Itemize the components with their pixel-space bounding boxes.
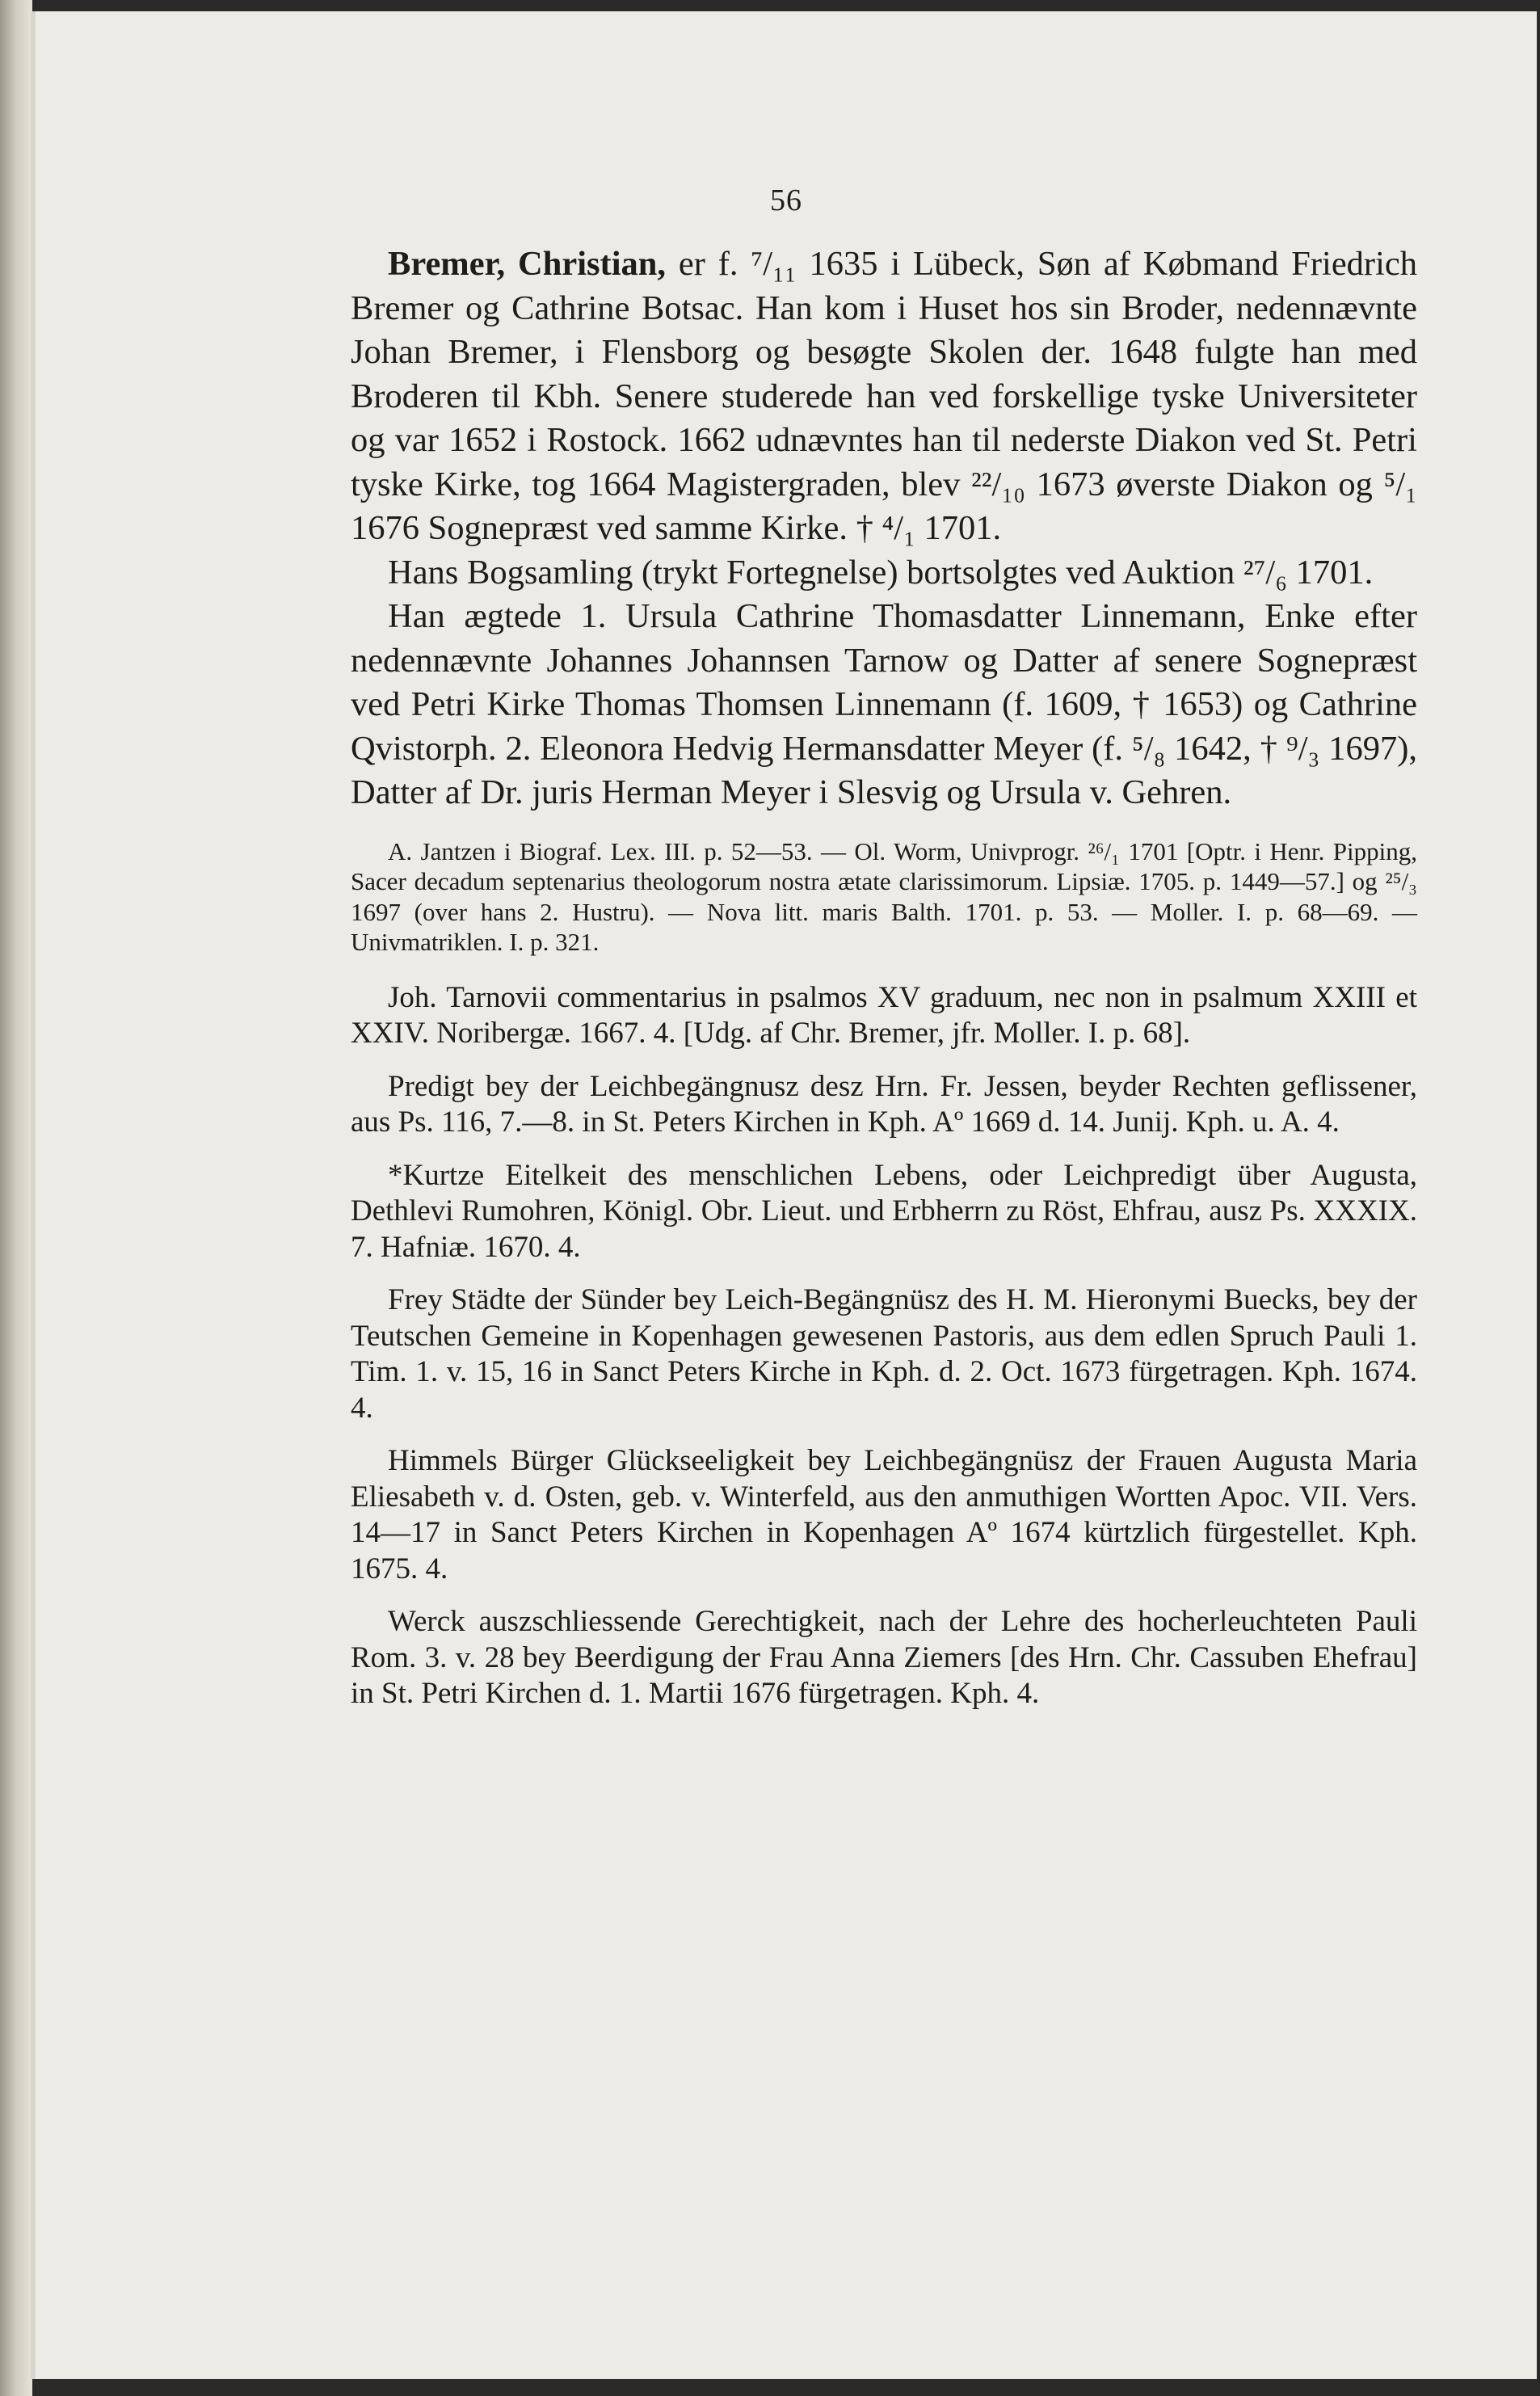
work-item: *Kurtze Eitelkeit des menschlichen Lebens, oder Leichpredigt über Augusta, Dethlevi Rumohren, Königl. Obr. Lieut. und Erbherrn zu Röst, Ehfrau, ausz Ps. XXXIX. 7. Hafniæ. 1670. 4.: [351, 1158, 1417, 1264]
entry-paragraph-2: Hans Bogsamling (trykt Fortegnelse) bortsolgtes ved Auktion ²⁷/₆ 1701.: [388, 553, 1374, 592]
work-item: Frey Städte der Sünder bey Leich-Begängnüsz des H. M. Hieronymi Buecks, bey der Teutschen Gemeine in Kopenhagen gewesenen Pastoris, aus dem edlen Spruch Pauli 1. Tim. 1. v. 15, 16 in Sanct Peters Kirche in Kph. d. 2. Oct. 1673 fürgetragen. Kph. 1674. 4.: [351, 1283, 1417, 1425]
entry-head-name: Bremer, Christian,: [388, 245, 667, 283]
works-list: [351, 980, 1417, 1712]
work-item: Werck auszschliessende Gerechtigkeit, nach der Lehre des hocherleuchteten Pauli Rom. 3. v. 28 bey Beerdigung der Frau Anna Ziemers [des Hrn. Chr. Cassuben Ehefrau] in St. Petri Kirchen d. 1. Martii 1676 fürgetragen. Kph. 4.: [351, 1605, 1417, 1710]
work-item: Joh. Tarnovii commentarius in psalmos XV graduum, nec non in psalmum XXIII et XXIV. Noribergæ. 1667. 4. [Udg. af Chr. Bremer, jfr. Moller. I. p. 68].: [351, 980, 1417, 1050]
entry-paragraph-3: Han ægtede 1. Ursula Cathrine Thomasdatter Linnemann, Enke efter nedennævnte Johannes Johannsen Tarnow og Datter af senere Sognepræst ved Petri Kirke Thomas Thomsen Linnemann (f. 1609, † 1653) og Cathrine Qvistorph. 2. Eleonora Hedvig Hermansdatter Meyer (f. ⁵/₈ 1642, † ⁹/₃ 1697), Datter af Dr. juris Herman Meyer i Slesvig og Ursula v. Gehren.: [351, 597, 1417, 811]
references-block: A. Jantzen i Biograf. Lex. III. p. 52—53. — Ol. Worm, Univprogr. ²⁶/₁ 1701 [Optr. i Henr. Pipping, Sacer decadum septenarius theologorum nostra ætate clarissimorum. Lipsiæ. 1705. p. 1449—57.] og ²⁵/₃ 1697 (over hans 2. Hustru). — Nova litt. maris Balth. 1701. p. 53. — Moller. I. p. 68—69. — Univmatriklen. I. p. 321.: [351, 836, 1417, 956]
work-item: Himmels Bürger Glückseeligkeit bey Leichbegängnüsz der Frauen Augusta Maria Eliesabeth v. d. Osten, geb. v. Winterfeld, aus den anmuthigen Wortten Apoc. VII. Vers. 14—17 in Sanct Peters Kirchen in Kopenhagen Aº 1674 kürtzlich fürgestellet. Kph. 1675. 4.: [351, 1444, 1417, 1585]
entry-paragraph-1: [351, 242, 1417, 551]
work-item: Predigt bey der Leichbegängnusz desz Hrn. Fr. Jessen, beyder Rechten geflissener, aus Ps. 116, 7.—8. in St. Peters Kirchen in Kph. Aº 1669 d. 14. Junij. Kph. u. A. 4.: [351, 1069, 1417, 1139]
entry-paragraph-1-text: er f. ⁷/₁₁ 1635 i Lübeck, Søn af Købmand Friedrich Bremer og Cathrine Botsac. Han kom i Huset hos sin Broder, nedennævnte Johan Bremer, i Flensborg og besøgte Skolen der. 1648 fulgte han med Broderen til Kbh. Senere studerede han ved forskellige tyske Universiteter og var 1652 i Rostock. 1662 udnævntes han til nederste Diakon ved St. Petri tyske Kirke, tog 1664 Magistergraden, blev ²²/₁₀ 1673 øverste Diakon og ⁵/₁ 1676 Sognepræst ved samme Kirke. † ⁴/₁ 1701.: [351, 245, 1418, 547]
book-binding-edge: [0, 0, 32, 2396]
page-number: 56: [770, 183, 802, 217]
page-body: [351, 242, 1417, 1729]
biography-entry: [351, 242, 1417, 815]
